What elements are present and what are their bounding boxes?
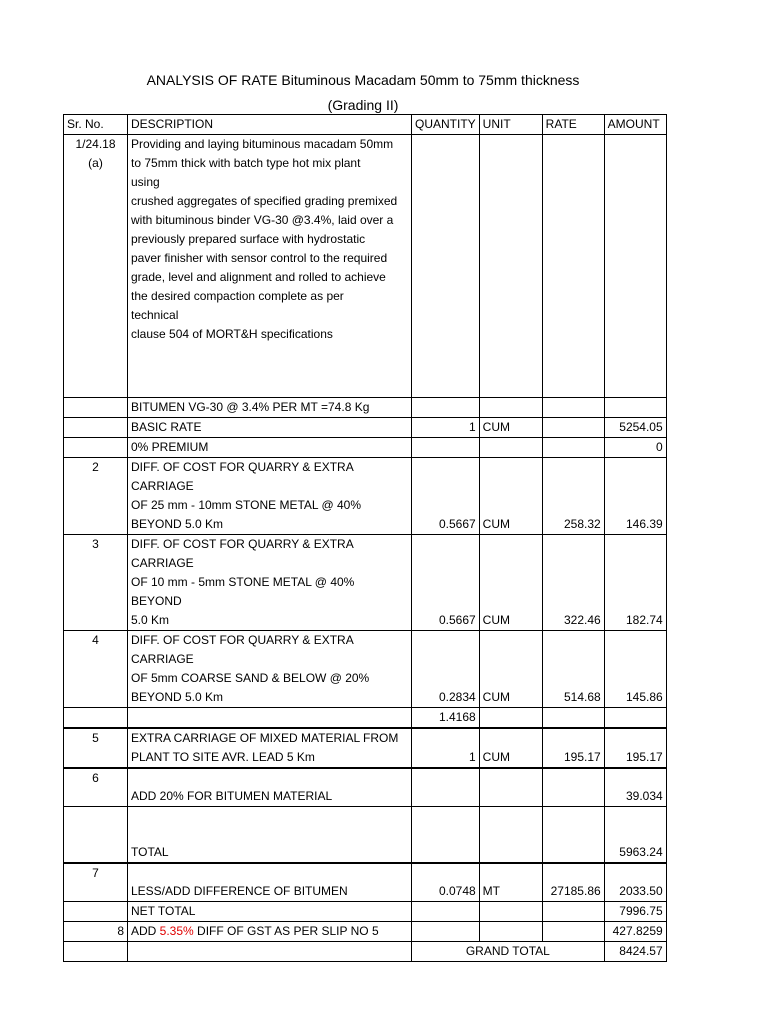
amount-cell: 2033.50 [604, 863, 666, 901]
description-cell: 0% PREMIUM [128, 438, 412, 458]
table-row [64, 135, 667, 398]
amount-cell: 5963.24 [604, 806, 666, 863]
rate-cell: 195.17 [542, 728, 604, 768]
quantity-cell: 0.0748 [412, 863, 480, 901]
table-row [64, 631, 667, 708]
quantity-cell: 0.2834 [412, 631, 480, 708]
description-cell: ADD 5.35% DIFF OF GST AS PER SLIP NO 5 [128, 921, 412, 941]
sr-cell: 5 [64, 728, 128, 768]
table-row [64, 941, 667, 961]
header-sr: Sr. No. [64, 115, 128, 135]
table-row [64, 901, 667, 921]
rate-cell: 27185.86 [542, 863, 604, 901]
description-cell: DIFF. OF COST FOR QUARRY & EXTRA CARRIAGE OF 10 mm - 5mm STONE METAL @ 40% BEYOND 5.0 Km [128, 535, 412, 631]
quantity-cell: 0.5667 [412, 535, 480, 631]
table-row [64, 728, 667, 768]
quantity-cell: 0.5667 [412, 458, 480, 535]
grand-total-amount: 8424.57 [604, 941, 666, 961]
gst-percent: 5.35% [159, 923, 194, 938]
quantity-sum-cell: 1.4168 [412, 708, 480, 729]
description-cell: TOTAL [128, 806, 412, 863]
header-amount: AMOUNT [604, 115, 666, 135]
table-row [64, 438, 667, 458]
description-cell: EXTRA CARRIAGE OF MIXED MATERIAL FROM PLANT TO SITE AVR. LEAD 5 Km [128, 728, 412, 768]
table-row [64, 768, 667, 806]
unit-cell: CUM [479, 458, 542, 535]
amount-cell: 7996.75 [604, 901, 666, 921]
quantity-cell: 1 [412, 418, 480, 438]
amount-cell: 427.8259 [604, 921, 666, 941]
table-row [64, 418, 667, 438]
header-quantity: QUANTITY [412, 115, 480, 135]
description-cell: BITUMEN VG-30 @ 3.4% PER MT =74.8 Kg [128, 398, 412, 418]
page-title: ANALYSIS OF RATE Bituminous Macadam 50mm to 75mm thickness [146, 72, 580, 88]
description-cell: ADD 20% FOR BITUMEN MATERIAL [128, 768, 412, 806]
unit-cell: CUM [479, 728, 542, 768]
amount-cell: 145.86 [604, 631, 666, 708]
unit-cell: CUM [479, 535, 542, 631]
rate-analysis-table [63, 114, 667, 962]
table-row [64, 398, 667, 418]
header-row [64, 115, 667, 135]
description-cell: DIFF. OF COST FOR QUARRY & EXTRA CARRIAGE OF 25 mm - 10mm STONE METAL @ 40% BEYOND 5.0 Km [128, 458, 412, 535]
rate-cell: 514.68 [542, 631, 604, 708]
sr-cell: 6 [64, 768, 128, 806]
table-row [64, 921, 667, 941]
sr-cell: 7 [64, 863, 128, 901]
description-cell: NET TOTAL [128, 901, 412, 921]
header-description: DESCRIPTION [128, 115, 412, 135]
rate-cell: 322.46 [542, 535, 604, 631]
description-cell: Providing and laying bituminous macadam 50mm to 75mm thick with batch type hot mix plant using crushed aggregates of specified grading premixed with bituminous binder VG-30 @3.4%, laid over a previously prepared surface with hydrostatic paver finisher with sensor control to the required grade, level and alignment and rolled to achieve the desired compaction complete as per technical clause 504 of MORT&H specifications [128, 135, 412, 398]
description-cell: LESS/ADD DIFFERENCE OF BITUMEN [128, 863, 412, 901]
table-row [64, 863, 667, 901]
amount-cell: 195.17 [604, 728, 666, 768]
amount-cell: 146.39 [604, 458, 666, 535]
table-row [64, 458, 667, 535]
amount-cell: 0 [604, 438, 666, 458]
sr-cell: 2 [64, 458, 128, 535]
table-row [64, 806, 667, 863]
header-rate: RATE [542, 115, 604, 135]
rate-cell: 258.32 [542, 458, 604, 535]
sr-cell: 3 [64, 535, 128, 631]
table-row [64, 708, 667, 729]
amount-cell: 39.034 [604, 768, 666, 806]
page-subtitle: (Grading II) [327, 97, 399, 113]
description-cell: DIFF. OF COST FOR QUARRY & EXTRA CARRIAGE OF 5mm COARSE SAND & BELOW @ 20% BEYOND 5.0 Km [128, 631, 412, 708]
grand-total-label: GRAND TOTAL [412, 941, 605, 961]
unit-cell: CUM [479, 418, 542, 438]
description-cell: BASIC RATE [128, 418, 412, 438]
sr-cell: 4 [64, 631, 128, 708]
unit-cell: CUM [479, 631, 542, 708]
sr-cell: 1/24.18 (a) [64, 135, 128, 398]
amount-cell: 5254.05 [604, 418, 666, 438]
unit-cell: MT [479, 863, 542, 901]
quantity-cell: 1 [412, 728, 480, 768]
sr-cell: 8 [64, 921, 128, 941]
table-row [64, 535, 667, 631]
header-unit: UNIT [479, 115, 542, 135]
amount-cell: 182.74 [604, 535, 666, 631]
